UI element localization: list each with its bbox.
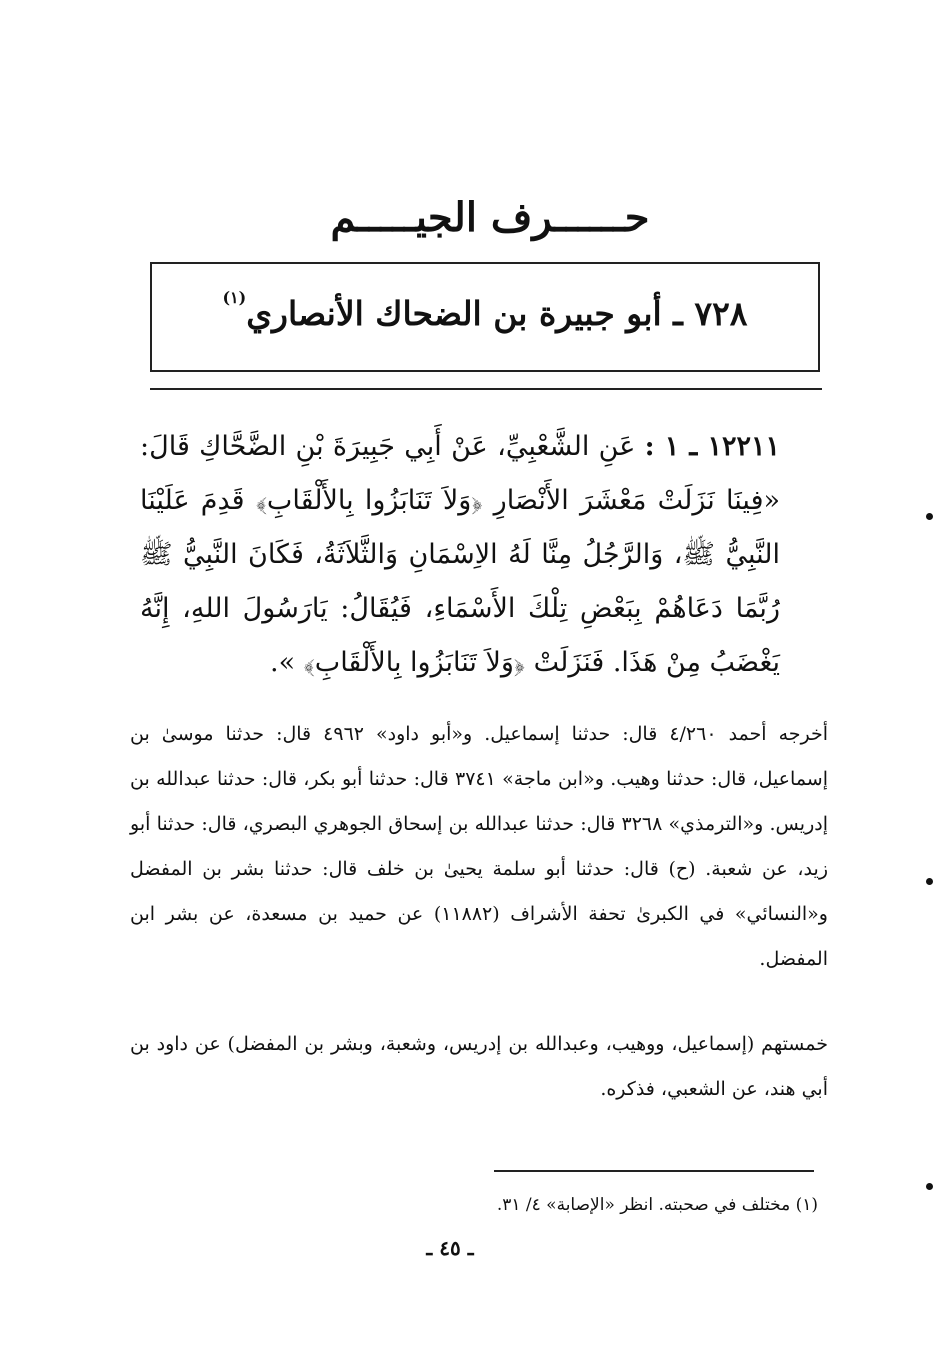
footnote-marker: (١) bbox=[222, 288, 247, 307]
takhrij-paragraph: أخرجه أحمد ٤/٢٦٠ قال: حدثنا إسماعيل. و«أبو داود» ٤٩٦٢ قال: حدثنا موسىٰ بن إسماعيل، قال: حدثنا وهيب. و«ابن ماجة» ٣٧٤١ قال: حدثنا أبو بكر، قال: حدثنا عبدالله بن إدريس. و«الترمذي» ٣٢٦٨ قال: حدثنا عبدالله بن إسحاق الجوهري البصري، قال: حدثنا أبو زيد، عن شعبة. (ح) قال: حدثنا أبو سلمة يحيىٰ بن خلف قال: حدثنا بشر بن المفضل و«النسائي» في الكبرىٰ تحفة الأشراف (١١٨٨٢) عن حميد بن مسعدة، عن بشر ابن المفضل. bbox=[130, 723, 829, 970]
hadith-body: عَنِ الشَّعْبِيِّ، عَنْ أَبِي جَبِيرَةَ بْنِ الضَّحَّاكِ قَالَ: «فِينَا نَزَلَتْ مَعْشَرَ الأَنْصَارِ ﴿وَلاَ تَنَابَزُوا بِالأَلْقَابِ﴾ قَدِمَ عَلَيْنَا النَّبِيُّ ﷺ، وَالرَّجُلُ مِنَّا لَهُ الاِسْمَانِ وَالثَّلاَثَةُ، فَكَانَ النَّبِيُّ ﷺ رُبَّمَا دَعَاهُمْ بِبَعْضِ تِلْكَ الأَسْمَاءِ، فَيُقَالُ: يَارَسُولَ اللهِ، إِنَّهُ يَغْضَبُ مِنْ هَذَا. فَنَزَلَتْ ﴿وَلاَ تَنَابَزُوا بِالأَلْقَابِ﴾ ». bbox=[140, 431, 780, 678]
footnote: (١) مختلف في صحبته. انظر «الإصابة» ٤/ ٣١. bbox=[496, 1195, 818, 1215]
page-number: ـ ٤٥ ـ bbox=[426, 1236, 474, 1260]
chapter-number-title: ٧٢٨ ـ أبو جبيرة بن الضحاك الأنصاري bbox=[246, 294, 748, 333]
summary-paragraph: خمستهم (إسماعيل، ووهيب، وعبدالله بن إدريس، وشعبة، وبشر بن المفضل) عن داود بن أبي هند، عن الشعبي، فذكره. bbox=[130, 1033, 828, 1100]
hadith-text bbox=[140, 420, 780, 690]
margin-mark bbox=[926, 513, 933, 520]
margin-mark bbox=[926, 1183, 933, 1190]
section-title: حــــــرف الجيـــــم bbox=[330, 194, 650, 241]
hadith-number: ١٢٢١١ ـ ١ : bbox=[644, 431, 780, 462]
chapter-title bbox=[152, 288, 818, 333]
chapter-title-box bbox=[150, 262, 820, 372]
footnote-separator bbox=[494, 1170, 814, 1172]
margin-mark bbox=[926, 878, 933, 885]
chapter-divider-rule bbox=[150, 388, 822, 390]
